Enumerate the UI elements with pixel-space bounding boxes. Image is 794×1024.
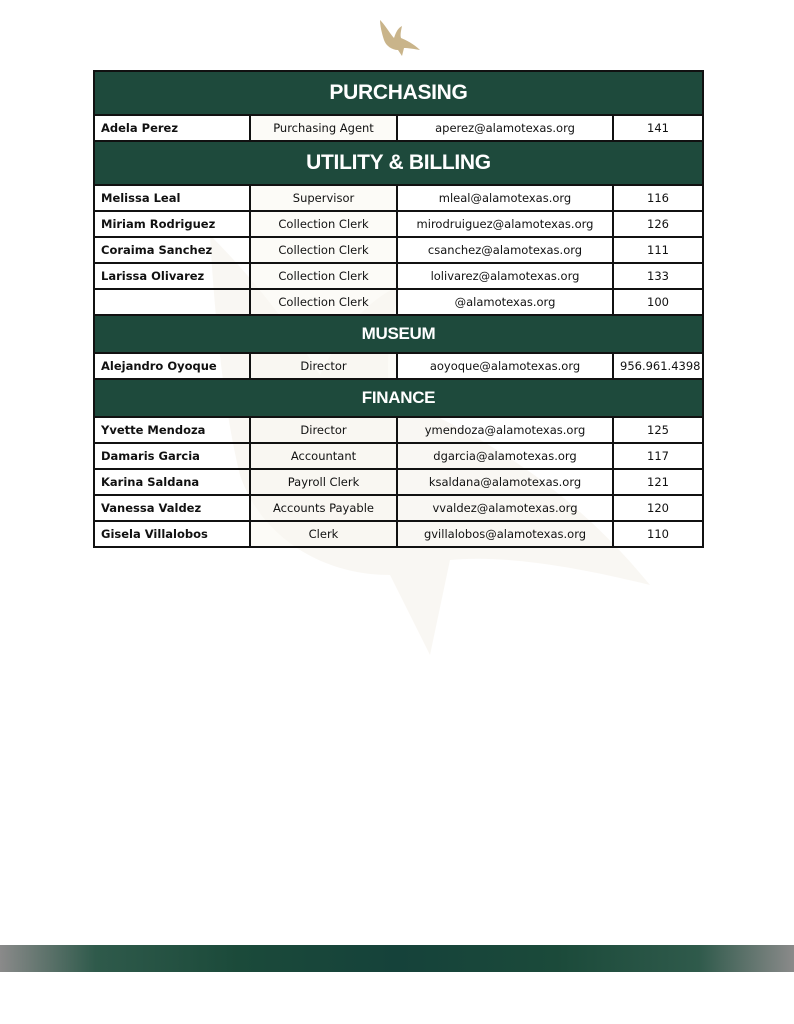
employee-extension: 111 [613, 237, 703, 263]
employee-email[interactable]: ksaldana@alamotexas.org [397, 469, 613, 495]
employee-name [94, 289, 250, 315]
section-header-row [94, 141, 703, 185]
employee-name: Larissa Olivarez [94, 263, 250, 289]
table-row [94, 353, 703, 379]
employee-name: Vanessa Valdez [94, 495, 250, 521]
staff-directory-table [93, 70, 704, 548]
employee-title: Clerk [250, 521, 397, 547]
employee-name: Miriam Rodriguez [94, 211, 250, 237]
table-row [94, 417, 703, 443]
employee-title: Director [250, 417, 397, 443]
employee-title: Collection Clerk [250, 263, 397, 289]
footer-bar [0, 945, 794, 972]
employee-extension: 100 [613, 289, 703, 315]
employee-extension: 116 [613, 185, 703, 211]
section-title: MUSEUM [94, 315, 703, 353]
section-header-row [94, 315, 703, 353]
employee-email[interactable]: dgarcia@alamotexas.org [397, 443, 613, 469]
table-row [94, 443, 703, 469]
employee-extension: 121 [613, 469, 703, 495]
table-row [94, 495, 703, 521]
employee-title: Purchasing Agent [250, 115, 397, 141]
section-title: UTILITY & BILLING [94, 141, 703, 185]
employee-name: Karina Saldana [94, 469, 250, 495]
section-title: FINANCE [94, 379, 703, 417]
employee-name: Damaris Garcia [94, 443, 250, 469]
employee-extension: 120 [613, 495, 703, 521]
employee-extension: 126 [613, 211, 703, 237]
employee-extension: 125 [613, 417, 703, 443]
employee-extension: 133 [613, 263, 703, 289]
table-row [94, 185, 703, 211]
table-row [94, 469, 703, 495]
employee-email[interactable]: aoyoque@alamotexas.org [397, 353, 613, 379]
employee-name: Alejandro Oyoque [94, 353, 250, 379]
section-title: PURCHASING [94, 71, 703, 115]
employee-extension: 110 [613, 521, 703, 547]
employee-email[interactable]: gvillalobos@alamotexas.org [397, 521, 613, 547]
employee-title: Accountant [250, 443, 397, 469]
eagle-logo-icon [372, 16, 424, 60]
employee-email[interactable]: lolivarez@alamotexas.org [397, 263, 613, 289]
employee-name: Gisela Villalobos [94, 521, 250, 547]
employee-email[interactable]: vvaldez@alamotexas.org [397, 495, 613, 521]
employee-title: Collection Clerk [250, 211, 397, 237]
table-row [94, 237, 703, 263]
employee-email[interactable]: csanchez@alamotexas.org [397, 237, 613, 263]
employee-title: Collection Clerk [250, 237, 397, 263]
employee-title: Supervisor [250, 185, 397, 211]
employee-email[interactable]: @alamotexas.org [397, 289, 613, 315]
section-header-row [94, 71, 703, 115]
employee-title: Accounts Payable [250, 495, 397, 521]
employee-name: Yvette Mendoza [94, 417, 250, 443]
employee-email[interactable]: mleal@alamotexas.org [397, 185, 613, 211]
table-row [94, 115, 703, 141]
employee-title: Payroll Clerk [250, 469, 397, 495]
employee-email[interactable]: aperez@alamotexas.org [397, 115, 613, 141]
table-row [94, 521, 703, 547]
section-header-row [94, 379, 703, 417]
table-row [94, 211, 703, 237]
employee-extension: 956.961.4398 [613, 353, 703, 379]
employee-name: Adela Perez [94, 115, 250, 141]
employee-email[interactable]: mirodruiguez@alamotexas.org [397, 211, 613, 237]
employee-email[interactable]: ymendoza@alamotexas.org [397, 417, 613, 443]
table-row [94, 263, 703, 289]
employee-title: Director [250, 353, 397, 379]
table-row [94, 289, 703, 315]
employee-extension: 117 [613, 443, 703, 469]
employee-name: Melissa Leal [94, 185, 250, 211]
employee-title: Collection Clerk [250, 289, 397, 315]
employee-extension: 141 [613, 115, 703, 141]
employee-name: Coraima Sanchez [94, 237, 250, 263]
